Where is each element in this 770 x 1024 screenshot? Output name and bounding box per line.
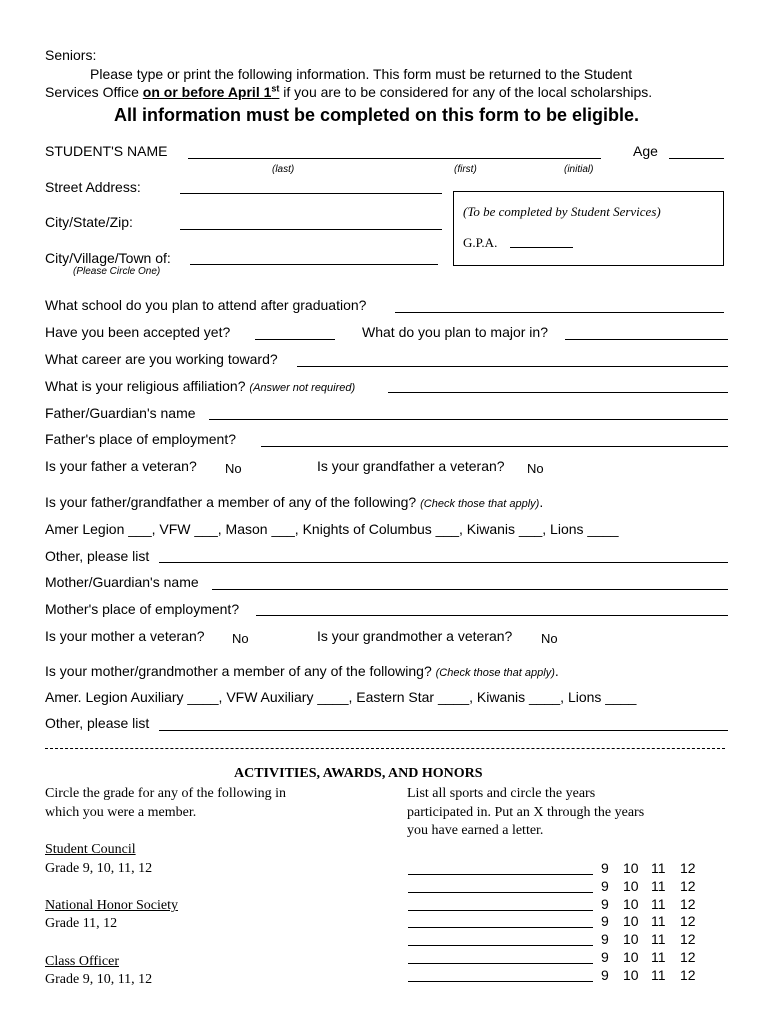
sport-grade-10[interactable]: 10 bbox=[623, 966, 639, 983]
sport-grade-10[interactable]: 10 bbox=[623, 913, 639, 930]
sport-name-blank[interactable] bbox=[408, 910, 593, 911]
accepted-blank[interactable] bbox=[255, 339, 335, 340]
class-officer-grades[interactable]: Grade 9, 10, 11, 12 bbox=[45, 972, 153, 987]
mother-veteran-question: Is your mother a veteran? bbox=[45, 628, 205, 644]
sport-grade-9[interactable]: 9 bbox=[601, 913, 609, 930]
deadline-date: on or before April 1 bbox=[142, 84, 272, 100]
town-blank[interactable] bbox=[190, 264, 438, 265]
religion-question bbox=[45, 379, 355, 394]
intro-line-2 bbox=[45, 85, 652, 99]
mother-member-question bbox=[45, 664, 559, 679]
other-list-blank-2[interactable] bbox=[159, 730, 728, 731]
sport-grade-9[interactable]: 9 bbox=[601, 931, 609, 948]
intro-line-1: Please type or print the following information. This form must be returned to the Student bbox=[90, 66, 633, 82]
school-question: What school do you plan to attend after graduation? bbox=[45, 297, 367, 313]
sport-name-blank[interactable] bbox=[408, 874, 593, 875]
father-check-hint-period: . bbox=[539, 494, 544, 510]
mother-employment-blank[interactable] bbox=[256, 615, 728, 616]
grandmother-veteran-question: Is your grandmother a veteran? bbox=[317, 628, 513, 644]
sport-grade-10[interactable]: 10 bbox=[623, 877, 639, 894]
father-name-label: Father/Guardian's name bbox=[45, 405, 196, 421]
deadline-text bbox=[143, 84, 280, 100]
school-blank[interactable] bbox=[395, 312, 724, 313]
student-council-grades[interactable]: Grade 9, 10, 11, 12 bbox=[45, 861, 153, 876]
intro-line-2-start: Services Office bbox=[45, 84, 143, 100]
grandfather-veteran-answer: No bbox=[527, 461, 544, 476]
sport-grade-11[interactable]: 11 bbox=[651, 860, 666, 876]
religion-blank[interactable] bbox=[388, 392, 728, 393]
hint-first: (first) bbox=[454, 164, 477, 175]
mother-member-text: Is your mother/grandmother a member of any of the following? bbox=[45, 663, 432, 679]
student-services-box bbox=[453, 191, 724, 266]
sport-grade-11[interactable]: 11 bbox=[651, 966, 666, 983]
hint-last: (last) bbox=[272, 164, 295, 175]
sport-grade-10[interactable]: 10 bbox=[623, 860, 639, 876]
nhs-heading: National Honor Society bbox=[45, 898, 178, 913]
career-blank[interactable] bbox=[297, 366, 728, 367]
town-label: City/Village/Town of: bbox=[45, 250, 171, 266]
right-instruction-3: you have earned a letter. bbox=[407, 823, 544, 838]
eligibility-headline: All information must be completed on this form to be eligible. bbox=[114, 105, 640, 125]
father-member-text: Is your father/grandfather a member of any of the following? bbox=[45, 494, 417, 510]
sport-grade-10[interactable]: 10 bbox=[623, 895, 639, 912]
sport-grade-11[interactable]: 11 bbox=[651, 913, 666, 930]
father-organizations: Amer Legion ___, VFW ___, Mason ___, Knights of Columbus ___, Kiwanis ___, Lions ____ bbox=[45, 521, 619, 537]
sport-grade-9[interactable]: 9 bbox=[601, 895, 609, 912]
major-blank[interactable] bbox=[565, 339, 728, 340]
sport-grade-9[interactable]: 9 bbox=[601, 877, 609, 894]
other-list-label-2: Other, please list bbox=[45, 715, 150, 731]
city-state-zip-blank[interactable] bbox=[180, 229, 442, 230]
age-blank[interactable] bbox=[669, 158, 724, 159]
mother-name-label: Mother/Guardian's name bbox=[45, 574, 199, 590]
street-address-blank[interactable] bbox=[180, 193, 442, 194]
sport-grade-12[interactable]: 12 bbox=[680, 966, 696, 983]
right-instruction-1: List all sports and circle the years bbox=[407, 786, 596, 801]
religion-question-text: What is your religious affiliation? bbox=[45, 378, 246, 394]
student-name-label: STUDENT'S NAME bbox=[45, 143, 168, 159]
father-member-question bbox=[45, 495, 543, 510]
city-state-zip-label: City/State/Zip: bbox=[45, 214, 133, 230]
religion-hint: (Answer not required) bbox=[249, 382, 356, 394]
town-hint: (Please Circle One) bbox=[73, 266, 161, 277]
mother-name-blank[interactable] bbox=[212, 589, 728, 590]
section-separator bbox=[45, 748, 725, 749]
mother-check-hint-period: . bbox=[554, 663, 559, 679]
father-employment-blank[interactable] bbox=[261, 446, 728, 447]
sport-grade-9[interactable]: 9 bbox=[601, 860, 609, 876]
sport-grade-10[interactable]: 10 bbox=[623, 949, 639, 965]
father-check-hint: (Check those that apply) bbox=[420, 498, 540, 510]
age-label: Age bbox=[633, 143, 658, 159]
street-address-label: Street Address: bbox=[45, 179, 141, 195]
grandfather-veteran-question: Is your grandfather a veteran? bbox=[317, 458, 505, 474]
mother-check-hint: (Check those that apply) bbox=[435, 667, 555, 679]
sport-grade-12[interactable]: 12 bbox=[680, 877, 696, 894]
grandmother-veteran-answer: No bbox=[541, 631, 558, 646]
sport-grade-11[interactable]: 11 bbox=[651, 877, 666, 894]
gpa-label: G.P.A. bbox=[463, 235, 498, 250]
sport-name-blank[interactable] bbox=[408, 963, 593, 964]
father-name-blank[interactable] bbox=[209, 419, 728, 420]
seniors-label: Seniors: bbox=[45, 47, 97, 63]
hint-initial: (initial) bbox=[564, 164, 594, 175]
sport-grade-12[interactable]: 12 bbox=[680, 931, 696, 948]
sport-name-blank[interactable] bbox=[408, 927, 593, 928]
sport-grade-11[interactable]: 11 bbox=[651, 895, 666, 912]
accepted-question: Have you been accepted yet? bbox=[45, 324, 231, 340]
nhs-grades[interactable]: Grade 11, 12 bbox=[45, 916, 118, 931]
sport-grade-12[interactable]: 12 bbox=[680, 895, 696, 912]
father-veteran-answer: No bbox=[225, 461, 242, 476]
major-question: What do you plan to major in? bbox=[362, 324, 548, 340]
left-instruction-2: which you were a member. bbox=[45, 805, 197, 820]
father-employment-label: Father's place of employment? bbox=[45, 431, 236, 447]
left-instruction-1: Circle the grade for any of the following in bbox=[45, 786, 287, 801]
activities-heading: ACTIVITIES, AWARDS, AND HONORS bbox=[234, 766, 483, 781]
sport-grade-11[interactable]: 11 bbox=[651, 931, 666, 948]
career-question: What career are you working toward? bbox=[45, 351, 278, 367]
sport-grade-9[interactable]: 9 bbox=[601, 949, 609, 965]
mother-employment-label: Mother's place of employment? bbox=[45, 601, 240, 617]
sport-grade-11[interactable]: 11 bbox=[651, 949, 666, 965]
mother-veteran-answer: No bbox=[232, 631, 249, 646]
class-officer-heading: Class Officer bbox=[45, 954, 119, 969]
sport-name-blank[interactable] bbox=[408, 945, 593, 946]
right-instruction-2: participated in. Put an X through the years bbox=[407, 805, 645, 820]
mother-organizations: Amer. Legion Auxiliary ____, VFW Auxiliary ____, Eastern Star ____, Kiwanis ____, Lions ____ bbox=[45, 689, 637, 705]
sport-name-blank[interactable] bbox=[408, 981, 593, 982]
deadline-ordinal: st bbox=[271, 83, 280, 94]
sport-grade-12[interactable]: 12 bbox=[680, 860, 696, 876]
student-services-title: (To be completed by Student Services) bbox=[463, 204, 661, 219]
sport-name-blank[interactable] bbox=[408, 892, 593, 893]
father-veteran-question: Is your father a veteran? bbox=[45, 458, 197, 474]
intro-line-2-end: if you are to be considered for any of the local scholarships. bbox=[279, 84, 653, 100]
other-list-blank[interactable] bbox=[159, 562, 728, 563]
gpa-blank[interactable] bbox=[510, 247, 573, 248]
sport-grade-10[interactable]: 10 bbox=[623, 931, 639, 948]
other-list-label: Other, please list bbox=[45, 548, 150, 564]
sport-grade-12[interactable]: 12 bbox=[680, 913, 696, 930]
sport-grade-12[interactable]: 12 bbox=[680, 949, 696, 965]
student-council-heading: Student Council bbox=[45, 842, 136, 857]
sport-grade-9[interactable]: 9 bbox=[601, 966, 609, 983]
student-name-blank[interactable] bbox=[188, 158, 601, 159]
